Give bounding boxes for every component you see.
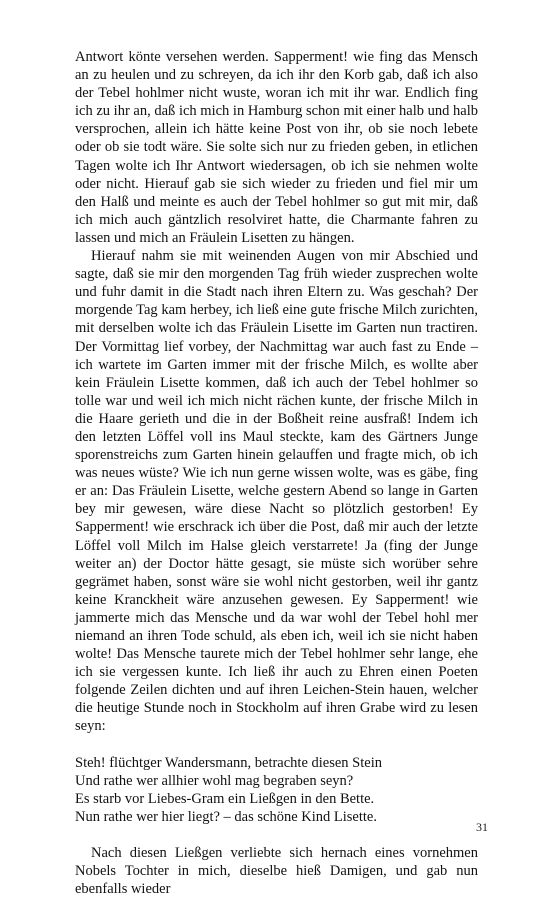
verse-line: Steh! flüchtger Wandersmann, betrachte diesen Stein — [75, 754, 382, 771]
book-page — [75, 48, 478, 898]
verse-line: Nun rathe wer hier liegt? – das schöne Kind Lisette. — [75, 808, 377, 825]
page-number: 31 — [476, 820, 488, 834]
paragraph-3: Nach diesen Ließgen verliebte sich hernach eines vornehmen Nobels Tochter in mich, dieselbe hieß Damigen, und gab nun ebenfalls wieder — [75, 844, 478, 898]
paragraph-1: Antwort könte versehen werden. Sapperment! wie fing das Mensch an zu heulen und zu schreyen, da ich ihr den Korb gab, daß ich also der Tebel hohlmer nicht wuste, woran ich mit ihr war. Endlich fing ich zu ihr an, daß ich mich in Hamburg schon mit einer halb und halb versprochen, allein ich hätte keine Post von ihr, ob sie noch lebete oder ob sie todt wäre. Sie solte sich nur zu frieden geben, in etlichen Tagen wolte ich Ihr Antwort wiedersagen, ob ich sie nehmen wolte oder nicht. Hierauf gab sie sich wieder zu frieden und fiel mir um den Halß und meinte es auch der Tebel hohlmer so gut mit mir, daß ich mich auch gäntzlich resolviret hatte, die Charmante fahren zu lassen und mich an Fräulein Lisetten zu hängen. — [75, 49, 478, 246]
paragraph-2: Hierauf nahm sie mit weinenden Augen von mir Abschied und sagte, daß sie mir den morgenden Tag früh wieder zusprechen wolte und fuhr damit in die Stadt nach ihren Eltern zu. Was geschah? Der morgende Tag kam herbey, ich ließ eine gute frische Milch zurichten, mit derselben wolte ich das Fräulein Lisette im Garten nun tractiren. Der Vormittag lief vorbey, der Nachmittag war auch fast zu Ende – ich wartete im Garten immer mit der frische Milch, es wollte aber kein Fräulein Lisette kommen, daß ich auch der Tebel hohlmer so tolle war und weil ich mich nicht rächen kunte, der frische Milch in die Haare gerieth und die in der Boßheit reine ausfraß! Indem ich den letzten Löffel voll ins Maul steckte, kam des Gärtners Junge sporenstreichs zum Garten hinein gelauffen und fragte mich, ob ich was neues wüste? Wie ich nun gerne wissen wolte, was es gäbe, fing er an: Das Fräulein Lisette, welche gestern Abend so lange in Garten bey mir gewesen, wäre diese Nacht so plötzlich gestorben! Ey Sapperment! wie erschrack ich über die Post, daß mir auch der letzte Löffel voll Milch im Halse gleich verstarrete! Ja (fing der Junge weiter an) der Doctor hätte gesagt, sie müste sich worüber sehre gegrämet haben, sonst wäre sie wohl nicht gestorben, weil ihr gantz keine Kranckheit wäre anzusehen gewesen. Ey Sapperment! wie jammerte mich das Mensche und da war wohl der Tebel hohl mer niemand an ihren Tode schuld, als eben ich, weil ich sie nicht haben wolte! Das Mensche taurete mich der Tebel hohlmer sehr lange, ehe ich sie vergessen kunte. Ich ließ ihr auch zu Ehren einen Poeten folgende Zeilen dichten und auf ihren Leichen-Stein hauen, welcher die heutige Stunde noch in Stockholm auf ihren Grabe wird zu lesen seyn: — [75, 248, 478, 735]
verse-line: Es starb vor Liebes-Gram ein Ließgen in den Bette. — [75, 790, 375, 807]
epitaph-verse — [75, 754, 478, 826]
verse-line: Und rathe wer allhier wohl mag begraben seyn? — [75, 772, 354, 789]
